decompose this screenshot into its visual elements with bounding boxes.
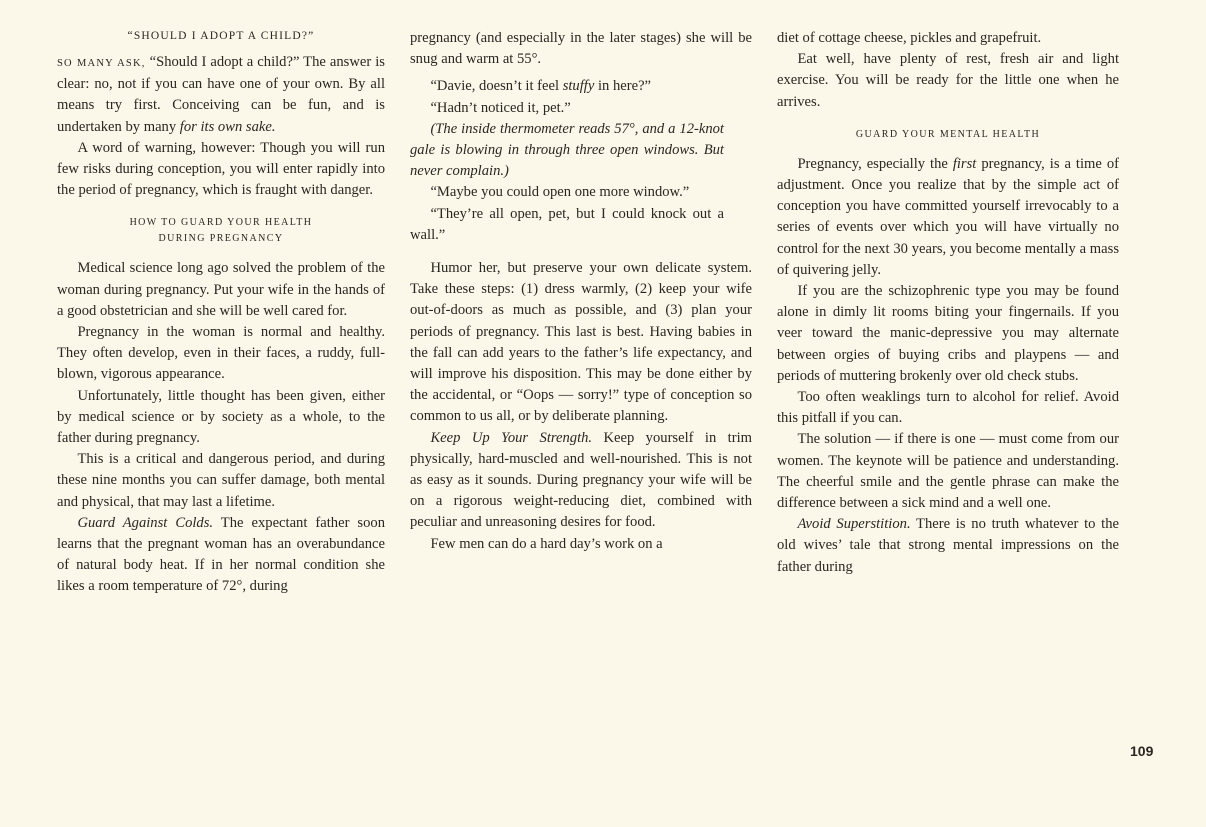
normal-paragraph: Pregnancy in the woman is normal and healthy. They often develop, even in their faces, a ruddy, full-blown, vigorous appearance.	[57, 324, 385, 383]
intro-italic: for its own sake.	[179, 118, 276, 135]
section-heading-health	[57, 215, 385, 247]
strength-heading: Keep Up Your Strength.	[430, 429, 593, 446]
dialogue-aside	[410, 119, 752, 183]
superstition-heading: Avoid Superstition.	[797, 516, 911, 533]
text-column-left	[57, 28, 385, 598]
adjustment-italic: first	[952, 155, 977, 172]
few-men-paragraph: Few men can do a hard day’s work on a	[430, 535, 663, 552]
dialogue-line-4: “They’re all open, pet, but I could knock out a wall.”	[410, 205, 724, 243]
intro-text: “Should I adopt a child?” The answer is clear: no, not if you can have one of your own. By all means try first. Conceiving can be fun, and is undertaken by many	[57, 54, 385, 135]
schizophrenic-paragraph: If you are the schizophrenic type you may be found alone in dimly lit rooms biting your fingernails. If you veer toward the manic-depressive you may alternate between orgies of buying cribs and playpens — and periods of muttering brokenly over old check stubs.	[777, 283, 1119, 384]
text-column-middle	[410, 28, 752, 555]
superstition-paragraph	[777, 514, 1119, 578]
page-number: 109	[1130, 743, 1154, 759]
adjustment-text: Pregnancy, especially the	[797, 155, 953, 172]
dialogue-line-2: “Hadn’t noticed it, pet.”	[430, 99, 571, 116]
dialogue-line-1-text: “Davie, doesn’t it feel	[430, 78, 563, 95]
strength-paragraph	[410, 428, 752, 534]
intro-paragraph	[57, 52, 385, 138]
superstition-text: There is no truth whatever to the old wives’ tale that strong mental impressions on the father during	[777, 516, 1119, 575]
unfortunately-paragraph: Unfortunately, little thought has been given, either by medical science or by society as a whole, to the father during pregnancy.	[57, 387, 385, 447]
adjustment-text-after: pregnancy, is a time of adjustment. Once you realize that by the simple act of conception you have committed yourself irrevocably to a series of events over which you will have virtually no control for the next 30 years, you become mentally a mass of quivering jelly.	[777, 155, 1119, 278]
intro-smallcaps: SO MANY ASK,	[57, 58, 146, 69]
chapter-title: “SHOULD I ADOPT A CHILD?”	[127, 30, 315, 42]
medical-paragraph: Medical science long ago solved the problem of the woman during pregnancy. Put your wife in the hands of a good obstetrician and she will be well cared for.	[57, 260, 385, 319]
solution-paragraph: The solution — if there is one — must come from our women. The keynote will be patience and understanding. The cheerful smile and the gentle phrase can make the difference between a sick mind and a well one.	[777, 431, 1119, 512]
warning-paragraph: A word of warning, however: Though you will run few risks during conception, you will enter rapidly into the period of pregnancy, which is fraught with danger.	[57, 139, 385, 199]
section-heading-health-line1: HOW TO GUARD YOUR HEALTH	[129, 217, 313, 229]
eat-well-paragraph: Eat well, have plenty of rest, fresh air and light exercise. You will be ready for the little one when he arrives.	[777, 51, 1119, 110]
colds-text: The expectant father soon learns that the pregnant woman has an overabundance of natural body heat. If in her normal condition she likes a room temperature of 72°, during	[57, 514, 386, 595]
pregnancy-continued-paragraph: pregnancy (and especially in the later stages) she will be snug and warm at 55°.	[410, 30, 752, 68]
diet-continued-paragraph: diet of cottage cheese, pickles and grapefruit.	[777, 30, 1042, 46]
dialogue-line-1-italic: stuffy	[562, 78, 595, 95]
strength-text: Keep yourself in trim physically, hard-muscled and well-nourished. This is not as easy as it sounds. During pregnancy your wife will be on a rigorous weight-reducing diet, combined with peculiar and unreasoning desires for food.	[410, 429, 752, 531]
section-heading-mental: GUARD YOUR MENTAL HEALTH	[855, 128, 1041, 140]
weaklings-paragraph: Too often weaklings turn to alcohol for relief. Avoid this pitfall if you can.	[777, 389, 1119, 427]
humor-paragraph: Humor her, but preserve your own delicate system. Take these steps: (1) dress warmly, (2) keep your wife out-of-doors as much as possible, and (3) plan your periods of pregnancy. This last is best. Having babies in the fall can add years to the father’s life expectancy, and will improve his disposition. This may be done either by the accidental, or “Oops — sorry!” type of conception so common to us all, or by deliberate planning.	[410, 260, 752, 425]
dialogue-line-1	[410, 76, 752, 97]
section-heading-health-line2: DURING PREGNANCY	[158, 233, 284, 245]
adjustment-paragraph	[777, 154, 1119, 281]
dialogue-line-3: “Maybe you could open one more window.”	[430, 184, 690, 201]
colds-heading: Guard Against Colds.	[77, 514, 214, 531]
text-column-right	[777, 28, 1119, 578]
critical-paragraph: This is a critical and dangerous period, and during these nine months you can suffer damage, both mental and physical, that may last a lifetime.	[57, 451, 385, 510]
colds-paragraph	[57, 513, 385, 598]
dialogue-line-1-after: in here?”	[594, 78, 652, 95]
dialogue-aside-text: (The inside thermometer reads 57°, and a 12-knot gale is blowing in through three open windows. But never complain.)	[410, 120, 724, 180]
